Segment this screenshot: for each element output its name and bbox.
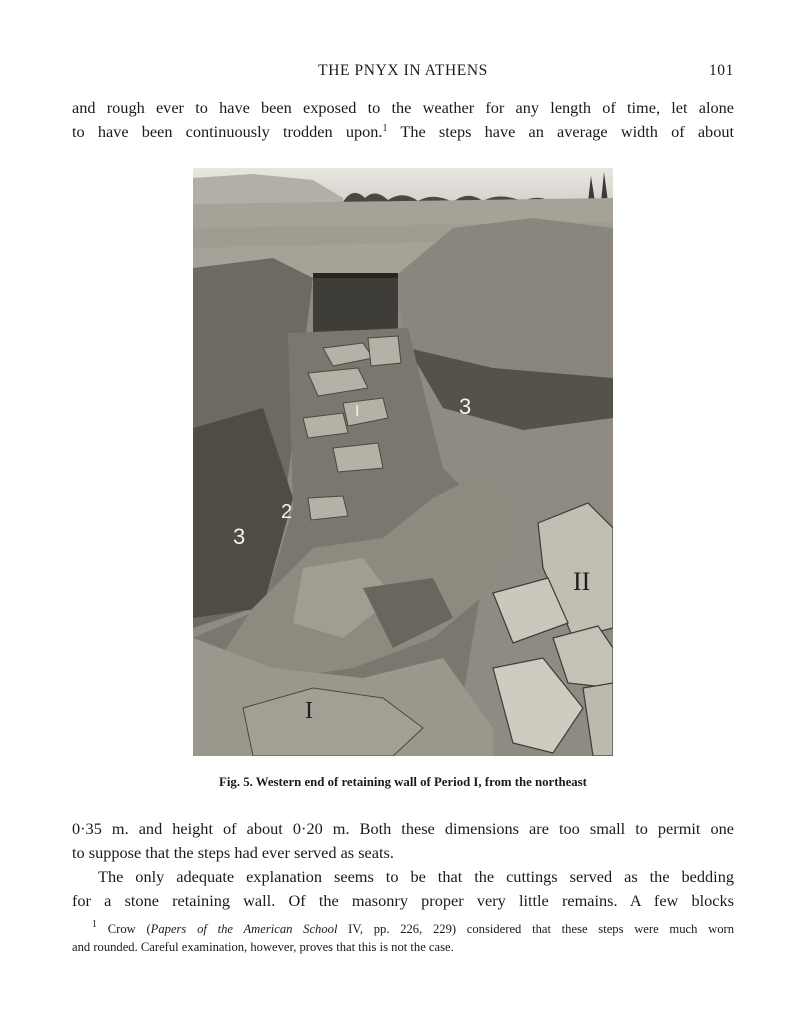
page-number: 101 (708, 62, 734, 79)
label-three-right: 3 (459, 394, 472, 419)
text-segment: IV, pp. 226, 229) considered that these steps were much worn (337, 922, 735, 936)
running-title: THE PNYX IN ATHENS (318, 62, 488, 79)
footnote-ref[interactable]: 1 (382, 123, 388, 134)
figure-photo (193, 168, 613, 756)
text-line: 0·35 m. and height of about 0·20 m. Both these dimensions are too small to permit one (72, 819, 734, 838)
text-segment: to have been continuously trodden upon. (72, 122, 383, 141)
text-line: to suppose that the steps had ever served as seats. (72, 843, 394, 862)
running-head (72, 62, 734, 84)
paragraph-bottom (72, 817, 734, 913)
label-roman-one-top: I (355, 403, 360, 420)
text-line (72, 120, 734, 144)
text-segment: Crow ( (97, 922, 151, 936)
footnote-line (72, 920, 734, 938)
paragraph-top (72, 96, 734, 144)
footnote-line: and rounded. Careful examination, however, proves that this is not the case. (72, 940, 454, 954)
footnote (72, 920, 734, 956)
label-roman-one-bottom: I (305, 698, 313, 724)
label-three-left: 3 (233, 524, 246, 549)
label-two-left: 2 (281, 501, 293, 523)
footnote-marker: 1 (92, 919, 97, 930)
excavation-photo (193, 168, 613, 756)
text-line: for a stone retaining wall. Of the masonry proper very little remains. A few blocks (72, 891, 734, 910)
figure-caption: Fig. 5. Western end of retaining wall of Period I, from the northeast (219, 775, 587, 789)
journal-title: Papers of the American School (150, 922, 338, 936)
text-line: and rough ever to have been exposed to the weather for any length of time, let alone (72, 98, 734, 117)
text-line: The only adequate explanation seems to be that the cuttings served as the bedding (98, 867, 734, 886)
label-roman-two: II (573, 567, 591, 596)
text-segment: The steps have an average width of about (387, 122, 734, 141)
